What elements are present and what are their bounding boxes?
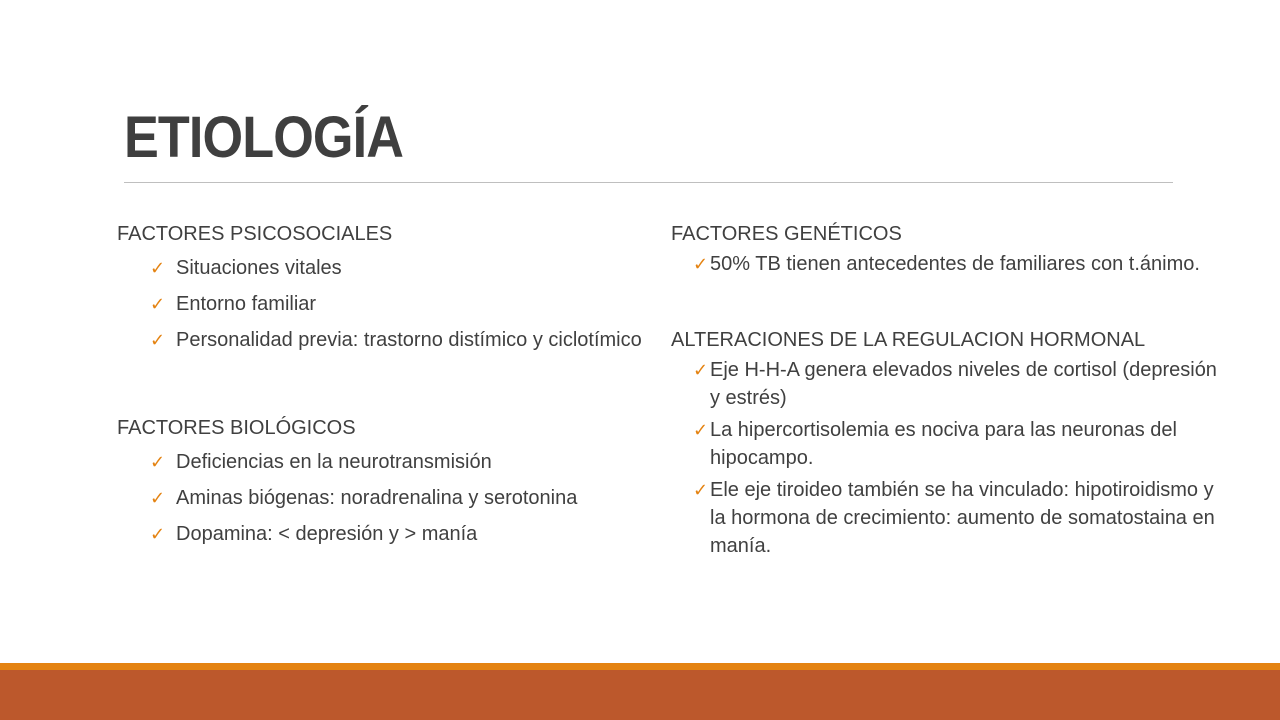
check-icon: ✓	[693, 360, 709, 380]
section-factores-psicosociales	[117, 220, 677, 354]
check-icon: ✓	[150, 330, 166, 350]
right-column	[671, 220, 1231, 560]
check-icon: ✓	[150, 258, 166, 278]
list-item-text: Situaciones vitales	[176, 257, 342, 279]
list-item	[117, 290, 677, 318]
list-item	[671, 416, 1231, 472]
left-column	[117, 220, 677, 548]
section-heading: FACTORES BIOLÓGICOS	[117, 417, 356, 439]
list-item-text: Dopamina: < depresión y > manía	[176, 523, 478, 545]
check-icon: ✓	[693, 420, 709, 440]
section-heading: FACTORES GENÉTICOS	[671, 223, 902, 245]
list-item-text: Deficiencias en la neurotransmisión	[176, 451, 492, 473]
bullet-list	[117, 254, 677, 354]
bullet-list	[671, 250, 1231, 278]
footer-bar	[0, 670, 1280, 720]
list-item	[117, 448, 677, 476]
slide-title: ETIOLOGÍA	[124, 105, 403, 170]
list-item-text: La hipercortisolemia es nociva para las neuronas del hipocampo.	[710, 419, 1177, 469]
spacer	[671, 278, 1231, 326]
list-item-text: Ele eje tiroideo también se ha vinculado: hipotiroidismo y la hormona de crecimiento: aumento de somatostaina en manía.	[710, 479, 1215, 557]
list-item-text: Aminas biógenas: noradrenalina y serotonina	[176, 487, 578, 509]
check-icon: ✓	[693, 254, 709, 274]
spacer	[117, 354, 677, 414]
list-item-text: Entorno familiar	[176, 293, 317, 315]
list-item	[671, 356, 1231, 412]
check-icon: ✓	[150, 452, 166, 472]
section-heading: ALTERACIONES DE LA REGULACION HORMONAL	[671, 329, 1146, 351]
footer-accent-bar	[0, 663, 1280, 670]
list-item	[117, 254, 677, 282]
check-icon: ✓	[150, 488, 166, 508]
list-item-text: 50% TB tienen antecedentes de familiares con t.ánimo.	[710, 253, 1200, 275]
section-regulacion-hormonal	[671, 326, 1231, 560]
check-icon: ✓	[150, 294, 166, 314]
section-heading: FACTORES PSICOSOCIALES	[117, 223, 393, 245]
bullet-list	[671, 356, 1231, 560]
list-item	[117, 484, 677, 512]
list-item	[671, 250, 1231, 278]
list-item-text: Personalidad previa: trastorno distímico y ciclotímico	[176, 329, 642, 351]
list-item	[671, 476, 1231, 560]
list-item	[117, 520, 677, 548]
list-item-text: Eje H-H-A genera elevados niveles de cortisol (depresión y estrés)	[710, 359, 1217, 409]
check-icon: ✓	[693, 480, 709, 500]
title-divider	[124, 182, 1173, 183]
list-item	[117, 326, 677, 354]
bullet-list	[117, 448, 677, 548]
section-factores-biologicos	[117, 414, 677, 548]
section-factores-geneticos	[671, 220, 1231, 278]
check-icon: ✓	[150, 524, 166, 544]
